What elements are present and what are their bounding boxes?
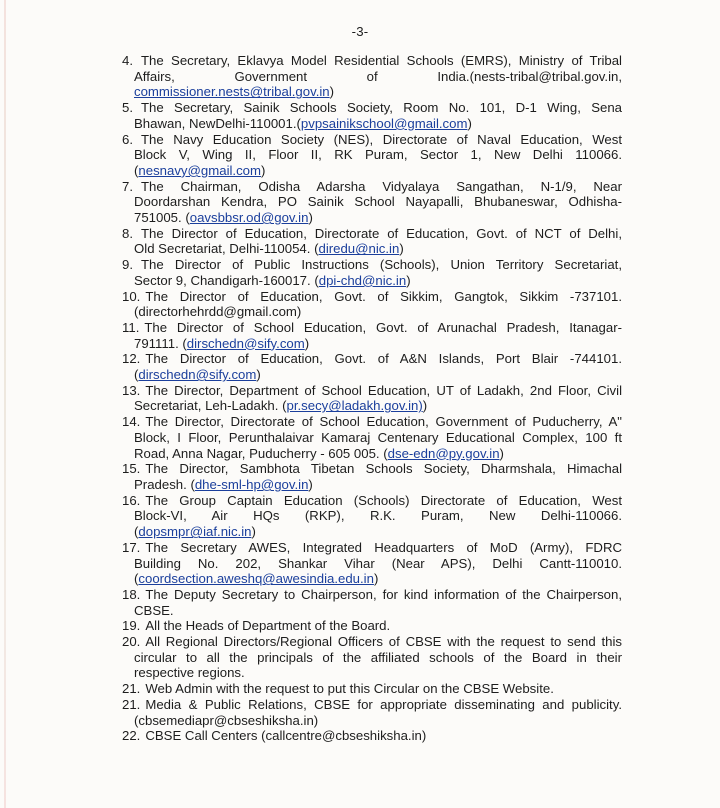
- item-line: [122, 461, 622, 477]
- item-line: [122, 587, 622, 603]
- list-item: [122, 226, 622, 257]
- item-number: 18.: [122, 586, 141, 602]
- item-number: 21.: [122, 681, 141, 697]
- email-link[interactable]: dirschedn@sify.com: [138, 367, 257, 383]
- text-segment: Building No. 202, Shankar Vihar (Near APS), Delhi Cantt-110010.: [134, 555, 622, 571]
- scan-edge-line: [4, 0, 6, 808]
- item-line: [134, 477, 622, 493]
- text-segment: 751005. (: [134, 210, 190, 226]
- item-line: [122, 618, 622, 634]
- list-item: [122, 414, 622, 461]
- text-segment: The Deputy Secretary to Chairperson, for kind information of the Chairperson,: [145, 586, 622, 602]
- item-number: 19.: [122, 618, 141, 634]
- item-number: 15.: [122, 461, 141, 477]
- text-segment: Secretariat, Leh-Ladakh. (: [134, 398, 287, 414]
- text-segment: The Director, Directorate of School Education, Government of Puducherry, A": [145, 414, 622, 430]
- text-segment: 791111. (: [134, 335, 187, 351]
- text-segment: ): [499, 445, 504, 461]
- email-link[interactable]: dhe-sml-hp@gov.in: [194, 476, 309, 492]
- text-segment: ): [261, 162, 266, 178]
- text-segment: ): [406, 272, 411, 288]
- text-segment: (cbsemediapr@cbseshiksha.in): [134, 712, 319, 728]
- email-link[interactable]: dopsmpr@iaf.nic.in: [138, 524, 252, 540]
- item-number: 7.: [122, 178, 133, 194]
- item-line: [122, 493, 622, 509]
- text-segment: The Group Captain Education (Schools) Directorate of Education, West: [145, 492, 622, 508]
- email-link[interactable]: oavsbbsr.od@gov.in: [189, 210, 309, 226]
- item-line: [134, 304, 622, 320]
- item-line: [134, 163, 622, 179]
- list-item: [122, 681, 622, 697]
- item-number: 12.: [122, 351, 141, 367]
- text-segment: The Director, Sambhota Tibetan Schools Society, Dharmshala, Himachal: [145, 461, 622, 477]
- text-segment: The Director of Education, Directorate of Education, Govt. of NCT of Delhi,: [141, 225, 622, 241]
- list-item: [122, 257, 622, 288]
- text-segment: Pradesh. (: [134, 476, 195, 492]
- email-link[interactable]: pr.secy@ladakh.gov.in): [286, 398, 423, 414]
- item-number: 20.: [122, 634, 141, 650]
- item-line: [134, 713, 622, 729]
- list-item: [122, 53, 622, 100]
- text-segment: (: [134, 162, 139, 178]
- text-segment: ): [467, 115, 472, 131]
- list-item: [122, 461, 622, 492]
- email-link[interactable]: nesnavy@gmail.com: [138, 162, 262, 178]
- item-line: [134, 194, 622, 210]
- text-segment: Road, Anna Nagar, Puducherry - 605 005. (: [134, 445, 388, 461]
- item-line: [122, 351, 622, 367]
- text-segment: Web Admin with the request to put this Circular on the CBSE Website.: [145, 681, 554, 697]
- email-link[interactable]: coordsection.aweshq@awesindia.edu.in: [138, 571, 374, 587]
- list-item: [122, 493, 622, 540]
- item-line: [134, 650, 622, 666]
- list-item: [122, 587, 622, 618]
- text-segment: circular to all the principals of the affiliated schools of the Board in their: [134, 649, 622, 665]
- list-item: [122, 179, 622, 226]
- list-item: [122, 289, 622, 320]
- item-number: 9.: [122, 257, 133, 273]
- list-item: [122, 634, 622, 681]
- item-number: 10.: [122, 288, 141, 304]
- item-line: [122, 53, 622, 69]
- page-number: -3-: [351, 24, 369, 39]
- text-segment: ): [256, 367, 261, 383]
- text-segment: The Director of Education, Govt. of A&N Islands, Port Blair -744101.: [145, 351, 622, 367]
- item-line: [122, 681, 622, 697]
- text-segment: Block, I Floor, Perunthalaivar Kamaraj Centenary Educational Complex, 100 ft: [134, 429, 622, 445]
- item-line: [134, 603, 622, 619]
- item-line: [134, 84, 622, 100]
- item-line: [134, 571, 622, 587]
- text-segment: Media & Public Relations, CBSE for appropriate disseminating and publicity.: [145, 696, 622, 712]
- text-segment: (: [134, 524, 139, 540]
- list-item: [122, 320, 622, 351]
- item-line: [134, 367, 622, 383]
- recipient-list: [122, 53, 622, 744]
- item-line: [122, 383, 622, 399]
- text-segment: The Chairman, Odisha Adarsha Vidyalaya Sangathan, N-1/9, Near: [141, 178, 622, 194]
- text-segment: Block-VI, Air HQs (RKP), R.K. Puram, New Delhi-110066.: [134, 508, 622, 524]
- item-line: [122, 100, 622, 116]
- item-line: [122, 540, 622, 556]
- item-line: [122, 289, 622, 305]
- text-segment: Affairs, Government of India.(nests-tribal@tribal.gov.in,: [134, 68, 622, 84]
- text-segment: ): [308, 210, 313, 226]
- text-segment: ): [251, 524, 256, 540]
- text-segment: All the Heads of Department of the Board.: [145, 618, 391, 634]
- email-link[interactable]: dpi-chd@nic.in: [318, 272, 407, 288]
- item-line: [134, 69, 622, 85]
- item-line: [122, 697, 622, 713]
- text-segment: ): [373, 571, 379, 587]
- item-line: [134, 210, 622, 226]
- item-line: [134, 336, 622, 352]
- item-line: [134, 116, 622, 132]
- item-line: [122, 226, 622, 242]
- item-line: [122, 320, 622, 336]
- text-segment: Block V, Wing II, Floor II, RK Puram, Sector 1, New Delhi 110066.: [134, 147, 622, 163]
- list-item: [122, 697, 622, 728]
- item-line: [134, 524, 622, 540]
- list-item: [122, 540, 622, 587]
- item-line: [134, 556, 622, 572]
- text-segment: (: [134, 571, 139, 587]
- text-segment: All Regional Directors/Regional Officers of CBSE with the request to send this: [145, 634, 622, 650]
- item-line: [134, 430, 622, 446]
- item-line: [134, 665, 622, 681]
- email-link[interactable]: pvpsainikschool@gmail.com: [300, 115, 468, 131]
- item-line: [134, 398, 622, 414]
- item-number: 6.: [122, 131, 133, 147]
- text-segment: CBSE.: [134, 602, 174, 618]
- text-segment: ): [399, 241, 404, 257]
- item-number: 8.: [122, 225, 133, 241]
- item-line: [122, 257, 622, 273]
- list-item: [122, 383, 622, 414]
- item-number: 5.: [122, 100, 133, 116]
- text-segment: Doordarshan Kendra, PO Sainik School Nayapalli, Bhubaneswar, Odhisha-: [134, 194, 622, 210]
- text-segment: The Secretary, Eklavya Model Residential Schools (EMRS), Ministry of Tribal: [141, 53, 622, 68]
- item-number: 14.: [122, 414, 141, 430]
- text-segment: Sector 9, Chandigarh-160017. (: [134, 272, 319, 288]
- list-item: [122, 100, 622, 131]
- text-segment: ): [308, 476, 313, 492]
- text-segment: The Director of School Education, Govt. of Arunachal Pradesh, Itanagar-: [144, 319, 622, 335]
- text-segment: ): [422, 398, 428, 414]
- text-segment: (: [134, 367, 139, 383]
- list-item: [122, 351, 622, 382]
- item-number: 17.: [122, 539, 141, 555]
- item-line: [134, 508, 622, 524]
- list-item: [122, 728, 622, 744]
- text-segment: respective regions.: [134, 665, 245, 681]
- email-link[interactable]: dse-edn@py.gov.in: [387, 445, 500, 461]
- text-segment: ): [304, 335, 310, 351]
- list-item: [122, 618, 622, 634]
- item-number: 21.: [122, 696, 141, 712]
- item-line: [134, 273, 622, 289]
- item-number: 22.: [122, 728, 141, 744]
- email-link[interactable]: dirschedn@sify.com: [186, 335, 305, 351]
- item-line: [134, 241, 622, 257]
- text-segment: Bhawan, NewDelhi-110001.(: [134, 115, 301, 131]
- text-segment: CBSE Call Centers (callcentre@cbseshiksha.in): [145, 728, 427, 744]
- text-segment: The Director, Department of School Education, UT of Ladakh, 2nd Floor, Civil: [145, 382, 622, 398]
- item-number: 16.: [122, 492, 141, 508]
- item-number: 4.: [122, 53, 133, 68]
- item-line: [122, 414, 622, 430]
- email-link[interactable]: diredu@nic.in: [318, 241, 400, 257]
- item-line: [122, 179, 622, 195]
- text-segment: Old Secretariat, Delhi-110054. (: [134, 241, 319, 257]
- item-line: [122, 728, 622, 744]
- text-segment: The Secretary, Sainik Schools Society, Room No. 101, D-1 Wing, Sena: [141, 100, 622, 116]
- email-link[interactable]: commissioner.nests@tribal.gov.in: [134, 84, 330, 100]
- list-item: [122, 132, 622, 179]
- text-segment: The Navy Education Society (NES), Directorate of Naval Education, West: [141, 131, 622, 147]
- item-line: [134, 446, 622, 462]
- text-segment: ): [329, 84, 335, 100]
- item-number: 11.: [122, 319, 140, 335]
- item-number: 13.: [122, 382, 141, 398]
- text-segment: (directorhehrdd@gmail.com): [134, 304, 302, 320]
- text-segment: The Director of Public Instructions (Schools), Union Territory Secretariat,: [141, 257, 622, 273]
- text-segment: The Director of Education, Govt. of Sikkim, Gangtok, Sikkim -737101.: [145, 288, 622, 304]
- item-line: [134, 147, 622, 163]
- text-segment: The Secretary AWES, Integrated Headquarters of MoD (Army), FDRC: [145, 539, 622, 555]
- item-line: [122, 132, 622, 148]
- item-line: [122, 634, 622, 650]
